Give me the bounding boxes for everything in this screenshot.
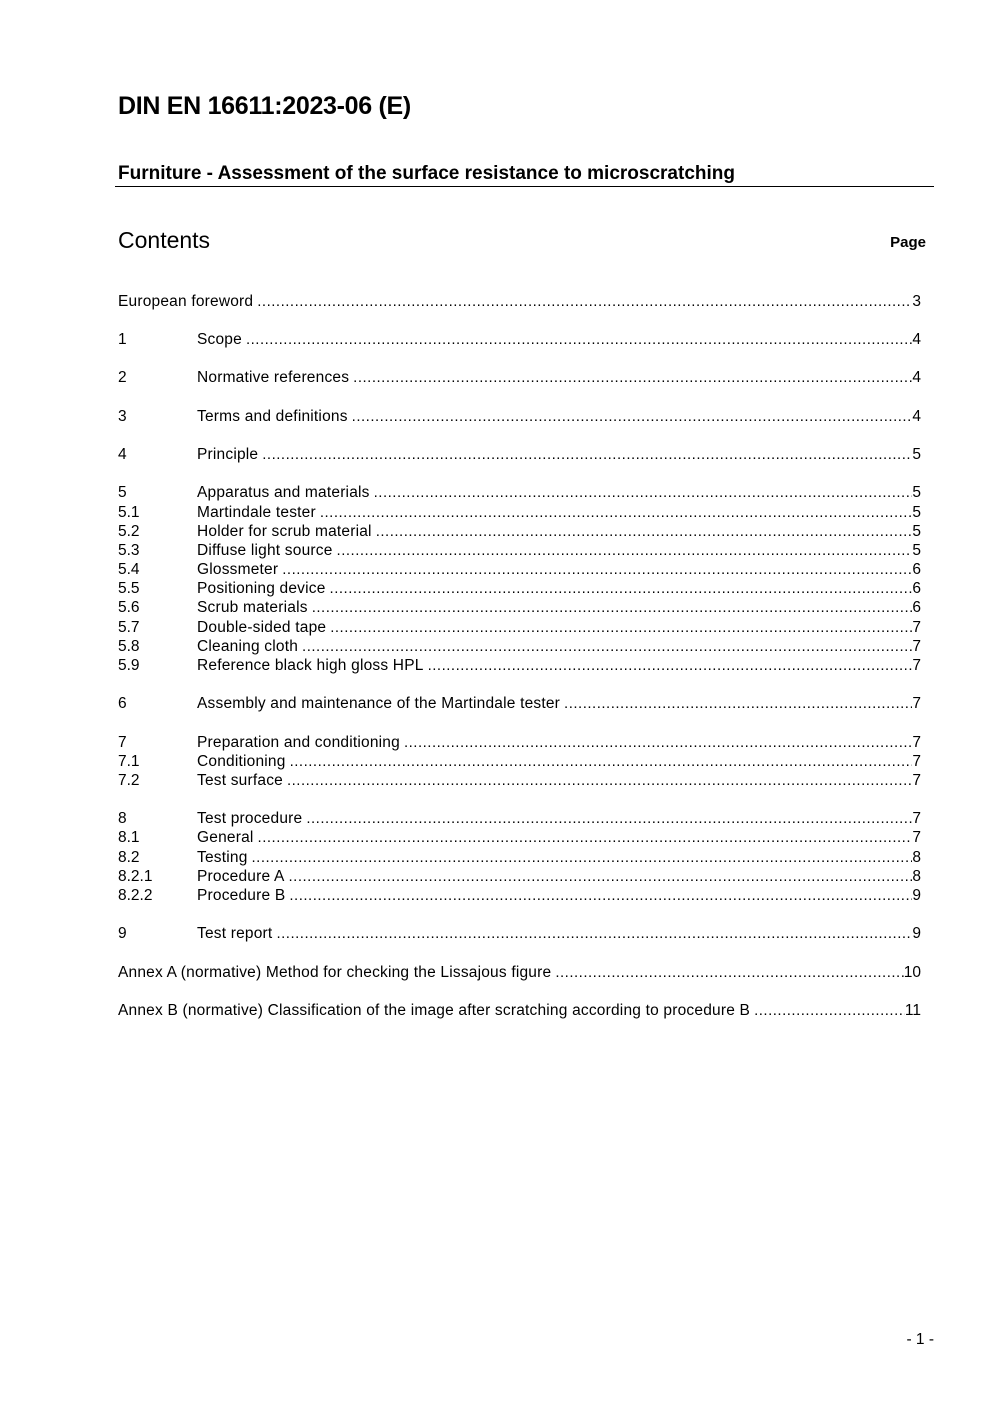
toc-page: 8 [912,868,921,885]
toc-number: 8.2.2 [118,887,153,904]
toc-number: 2 [118,369,127,386]
toc-number: 5.6 [118,599,140,616]
toc-entry[interactable] [118,598,921,617]
toc-entry[interactable] [118,560,921,579]
toc-entry[interactable] [118,292,921,311]
toc-title: Martindale tester [197,504,316,521]
toc-leader [302,637,912,656]
toc-leader [257,292,912,311]
toc-entry[interactable] [118,828,921,847]
toc-number: 5.4 [118,561,140,578]
toc-leader [276,924,912,943]
toc-entry[interactable] [118,886,921,905]
toc-page: 5 [912,446,921,463]
toc-page: 10 [903,964,921,981]
toc-number: 3 [118,408,127,425]
toc-title: Reference black high gloss HPL [197,657,424,674]
toc-leader [754,1001,905,1020]
document-title: DIN EN 16611:2023-06 (E) [118,92,411,120]
toc-leader [352,407,913,426]
toc-title: Testing [197,849,248,866]
toc-entry[interactable] [118,848,921,867]
toc-page: 7 [912,695,921,712]
toc-page: 5 [912,523,921,540]
toc-title: Positioning device [197,580,326,597]
toc-number: 1 [118,331,127,348]
toc-title: Normative references [197,369,350,386]
page-column-heading: Page [890,234,926,251]
toc-number: 6 [118,695,127,712]
toc-leader [287,771,912,790]
toc-title: Holder for scrub material [197,523,372,540]
toc-entry[interactable] [118,733,921,752]
toc-entry[interactable] [118,618,921,637]
toc-title: Assembly and maintenance of the Martindale tester [197,695,561,712]
toc-entry[interactable] [118,503,921,522]
toc-leader [353,368,912,387]
toc-leader [258,828,913,847]
toc-entry[interactable] [118,1001,921,1020]
toc-entry[interactable] [118,924,921,943]
contents-heading: Contents [118,227,211,253]
toc-entry[interactable] [118,368,921,387]
toc-page: 6 [912,561,921,578]
toc-page: 11 [904,1002,921,1019]
toc-number: 4 [118,446,127,463]
toc-leader [289,886,912,905]
toc-entry[interactable] [118,809,921,828]
toc-page: 5 [912,504,921,521]
toc-title: Glossmeter [197,561,279,578]
toc-page: 7 [912,772,921,789]
toc-number: 5.1 [118,504,140,521]
toc-title: Annex B (normative) Classification of the image after scratching according to procedure B [118,1002,751,1019]
toc-entry[interactable] [118,579,921,598]
toc-page: 7 [912,657,921,674]
toc-page: 6 [912,599,921,616]
toc-leader [330,579,913,598]
toc-number: 9 [118,925,127,942]
toc-page: 7 [912,810,921,827]
toc-title: Diffuse light source [197,542,333,559]
toc-number: 8.1 [118,829,140,846]
toc-page: 7 [912,734,921,751]
toc-leader [312,598,913,617]
toc-title: Cleaning cloth [197,638,299,655]
toc-title: Scope [197,331,242,348]
toc-number: 8.2.1 [118,868,153,885]
toc-leader [306,809,912,828]
toc-page: 7 [912,753,921,770]
toc-number: 5.2 [118,523,140,540]
toc-entry[interactable] [118,445,921,464]
document-subtitle: Furniture - Assessment of the surface resistance to microscratching [118,163,735,184]
toc-number: 7.2 [118,772,140,789]
toc-leader [337,541,913,560]
toc-leader [428,656,913,675]
toc-entry[interactable] [118,963,921,982]
toc-number: 5.3 [118,542,140,559]
toc-entry[interactable] [118,752,921,771]
toc-title: Conditioning [197,753,286,770]
toc-page: 7 [912,619,921,636]
toc-title: Test report [197,925,273,942]
toc-page: 7 [912,829,921,846]
toc-entry[interactable] [118,407,921,426]
toc-entry[interactable] [118,483,921,502]
toc-leader [564,694,912,713]
toc-page: 6 [912,580,921,597]
toc-entry[interactable] [118,637,921,656]
toc-title: Test surface [197,772,283,789]
toc-title: Annex A (normative) Method for checking the Lissajous figure [118,964,552,981]
toc-page: 5 [912,484,921,501]
toc-page: 4 [912,408,921,425]
toc-entry[interactable] [118,694,921,713]
toc-title: Procedure B [197,887,286,904]
toc-title: Procedure A [197,868,285,885]
toc-title: Apparatus and materials [197,484,370,501]
toc-leader [555,963,903,982]
toc-leader [404,733,912,752]
toc-leader [246,330,912,349]
toc-title: Test procedure [197,810,303,827]
toc-page: 8 [912,849,921,866]
toc-entry[interactable] [118,330,921,349]
page-number: - 1 - [906,1331,934,1348]
toc-number: 5.9 [118,657,140,674]
toc-title: Preparation and conditioning [197,734,400,751]
toc-entry[interactable] [118,656,921,675]
toc-entry[interactable] [118,867,921,886]
toc-number: 5.8 [118,638,140,655]
toc-leader [262,445,912,464]
toc-leader [282,560,912,579]
toc-page: 9 [912,925,921,942]
toc-page: 9 [912,887,921,904]
toc-leader [252,848,913,867]
toc-entry[interactable] [118,522,921,541]
toc-title: General [197,829,254,846]
toc-title: Scrub materials [197,599,308,616]
toc-leader [290,752,913,771]
toc-leader [376,522,913,541]
toc-leader [374,483,913,502]
toc-number: 8 [118,810,127,827]
toc-number: 7 [118,734,127,751]
toc-number: 8.2 [118,849,140,866]
toc-number: 5.5 [118,580,140,597]
toc-number: 5.7 [118,619,140,636]
toc-leader [289,867,913,886]
toc-page: 3 [912,293,921,310]
toc-leader [320,503,913,522]
toc-page: 4 [912,369,921,386]
toc-entry[interactable] [118,771,921,790]
toc-number: 5 [118,484,127,501]
toc-page: 7 [912,638,921,655]
toc-leader [330,618,912,637]
toc-page: 4 [912,331,921,348]
toc-page: 5 [912,542,921,559]
toc-title: Principle [197,446,259,463]
toc-number: 7.1 [118,753,140,770]
subtitle-underline [115,186,934,187]
toc-title: European foreword [118,293,254,310]
toc-title: Terms and definitions [197,408,348,425]
toc-title: Double-sided tape [197,619,327,636]
toc-entry[interactable] [118,541,921,560]
